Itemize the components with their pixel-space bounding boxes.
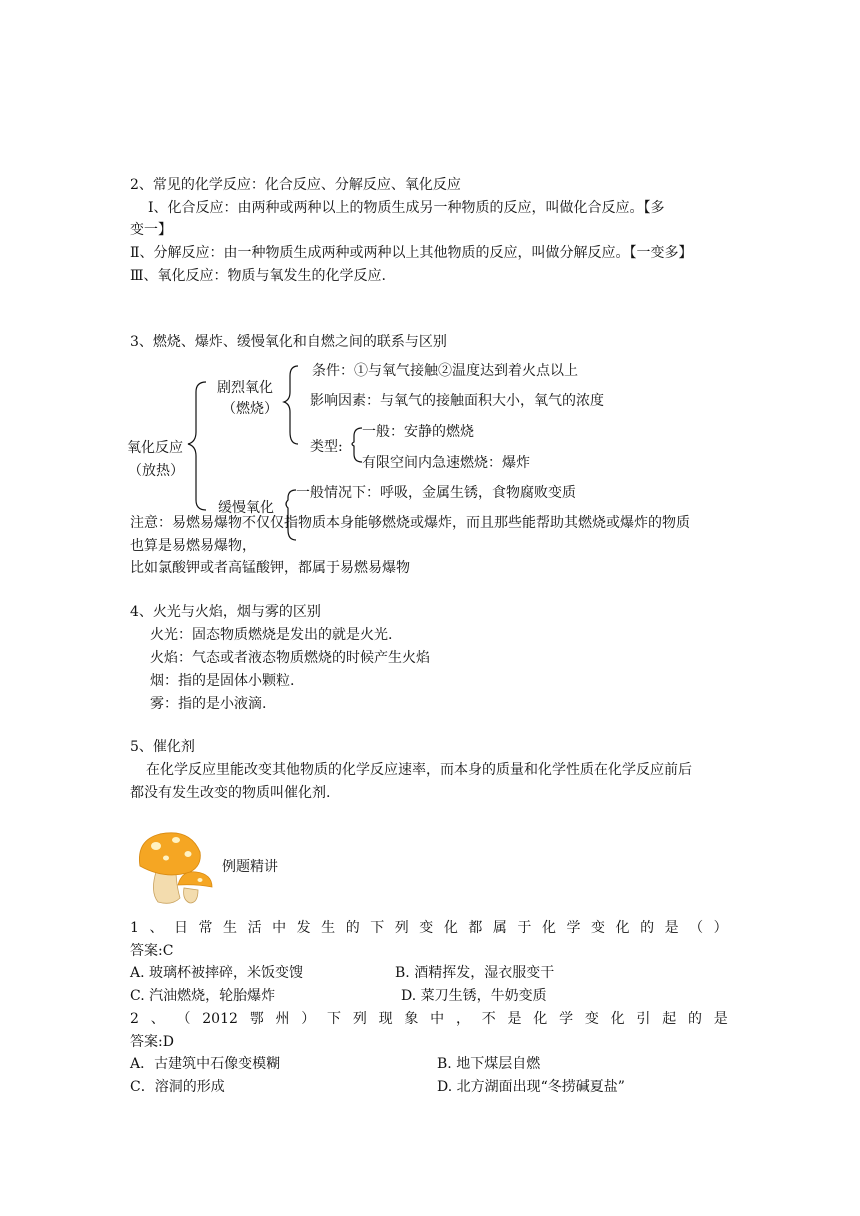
question-2-char: 化 [533,1011,548,1027]
question-1-char: 变 [419,920,434,936]
question-2-char: 象 [404,1011,419,1027]
type-label: 类型: [310,439,343,455]
question-1-char: 都 [468,920,483,936]
question-2-char: 是 [507,1011,522,1027]
question-1-char: 生 [321,920,336,936]
question-2-option-d: D. 北方湖面出现“冬捞碱夏盐” [437,1079,625,1095]
condition-line: 条件：①与氧气接触②温度达到着火点以上 [312,363,578,379]
question-1-option-c: C. 汽油燃烧，轮胎爆炸 [130,988,276,1004]
catalyst-definition-1: 在化学反应里能改变其他物质的化学反应速率，而本身的质量和化学性质在化学反应前后 [146,762,692,778]
question-1-stem [130,918,728,938]
question-2-char: 州 [275,1011,290,1027]
question-2-char: 2 [130,1011,139,1027]
question-2-char: 引 [636,1011,651,1027]
factor-line: 影响因素：与氧气的接触面积大小，氧气的浓度 [310,393,604,409]
question-1-char: 常 [198,920,213,936]
oxidation-root-note: （放热） [128,463,184,479]
question-1-answer: 答案:C [130,943,174,959]
question-2-char: 的 [687,1011,702,1027]
question-2-char: 、 [150,1011,165,1027]
question-1-char: 下 [370,920,385,936]
question-2-option-a: A．古建筑中石像变模糊 [130,1056,281,1072]
catalyst-definition-2: 都没有发生改变的物质叫催化剂. [130,785,331,801]
question-2-char: 现 [378,1011,393,1027]
question-1-option-b: B. 酒精挥发，湿衣服变干 [395,965,555,981]
vigorous-oxidation-label: 剧烈氧化 [217,380,273,396]
question-2-char: 学 [559,1011,574,1027]
section-2-title: 2、常见的化学反应：化合反应、分解反应、氧化反应 [130,177,461,193]
question-1-char: 化 [541,920,556,936]
question-2-char: ） [301,1011,316,1027]
section-5-title: 5、催化剂 [130,739,195,755]
question-2-option-b: B. 地下煤层自燃 [437,1056,541,1072]
question-1-char: 的 [640,920,655,936]
question-1-char: 属 [492,920,507,936]
question-2-option-c: C．溶洞的形成 [130,1079,225,1095]
question-2-char: 鄂 [249,1011,264,1027]
question-1-char: 、 [149,920,164,936]
question-1-char: 列 [394,920,409,936]
question-1-char: （ [689,920,704,936]
examples-heading: 例题精讲 [222,859,278,875]
question-2-answer: 答案:D [130,1034,174,1050]
question-2-char: 变 [584,1011,599,1027]
question-2-char: 中 [430,1011,445,1027]
question-2-char: 下 [327,1011,342,1027]
oxidation-root-label: 氧化反应 [127,440,183,456]
question-1-option-d: D. 菜刀生锈，牛奶变质 [401,988,547,1004]
combination-reaction-line: Ⅰ、化合反应：由两种或两种以上的物质生成另一种物质的反应，叫做化合反应。【多 [148,200,665,216]
smoke-line: 烟：指的是固体小颗粒. [150,673,295,689]
question-1-char: 是 [664,920,679,936]
slow-oxidation-example: 一般情况下：呼吸，金属生锈，食物腐败变质 [296,485,576,501]
note-line-3: 比如氯酸钾或者高锰酸钾，都属于易燃易爆物 [130,560,410,576]
type-general: 一般：安静的燃烧 [362,424,474,440]
type-explosion: 有限空间内急速燃烧：爆炸 [362,455,530,471]
question-2-stem [130,1009,728,1029]
combination-reaction-line-cont: 变一】 [130,222,172,238]
decomposition-reaction-line: Ⅱ、分解反应：由一种物质生成两种或两种以上其他物质的反应，叫做分解反应。【一变多】 [130,245,693,261]
question-2-char: 化 [610,1011,625,1027]
question-2-char: 列 [352,1011,367,1027]
question-1-char: 活 [247,920,262,936]
slow-oxidation-label: 缓慢氧化 [218,500,274,516]
fire-light-line: 火光：固态物质燃烧是发出的就是火光. [150,627,393,643]
question-2-char: 不 [481,1011,496,1027]
question-1-char: 发 [296,920,311,936]
question-2-char: （ [176,1011,191,1027]
section-3-title: 3、燃烧、爆炸、缓慢氧化和自燃之间的联系与区别 [130,334,447,350]
question-1-char: 中 [272,920,287,936]
question-1-char: 学 [566,920,581,936]
question-1-char: ） [713,920,728,936]
question-1-option-a: A. 玻璃杯被摔碎，米饭变馊 [130,965,304,981]
vigorous-oxidation-note: （燃烧） [222,401,278,417]
question-1-char: 于 [517,920,532,936]
question-1-char: 1 [130,920,139,936]
question-1-char: 变 [591,920,606,936]
question-1-char: 化 [443,920,458,936]
question-1-char: 生 [223,920,238,936]
question-1-char: 的 [345,920,360,936]
flame-line: 火焰：气态或者液态物质燃烧的时候产生火焰 [150,650,430,666]
question-2-char: 是 [713,1011,728,1027]
note-line-2: 也算是易燃易爆物， [130,538,256,554]
question-1-char: 日 [173,920,188,936]
question-1-char: 化 [615,920,630,936]
note-line-1: 注意：易燃易爆物不仅仅指物质本身能够燃烧或爆炸，而且那些能帮助其燃烧或爆炸的物质 [130,515,690,531]
fog-line: 雾：指的是小液滴. [150,696,267,712]
oxidation-reaction-line: Ⅲ、氧化反应：物质与氧发生的化学反应. [130,268,386,284]
question-2-char: 2012 [202,1011,238,1027]
section-4-title: 4、火光与火焰，烟与雾的区别 [130,604,321,620]
question-2-char: ， [455,1011,470,1027]
question-2-char: 起 [662,1011,677,1027]
